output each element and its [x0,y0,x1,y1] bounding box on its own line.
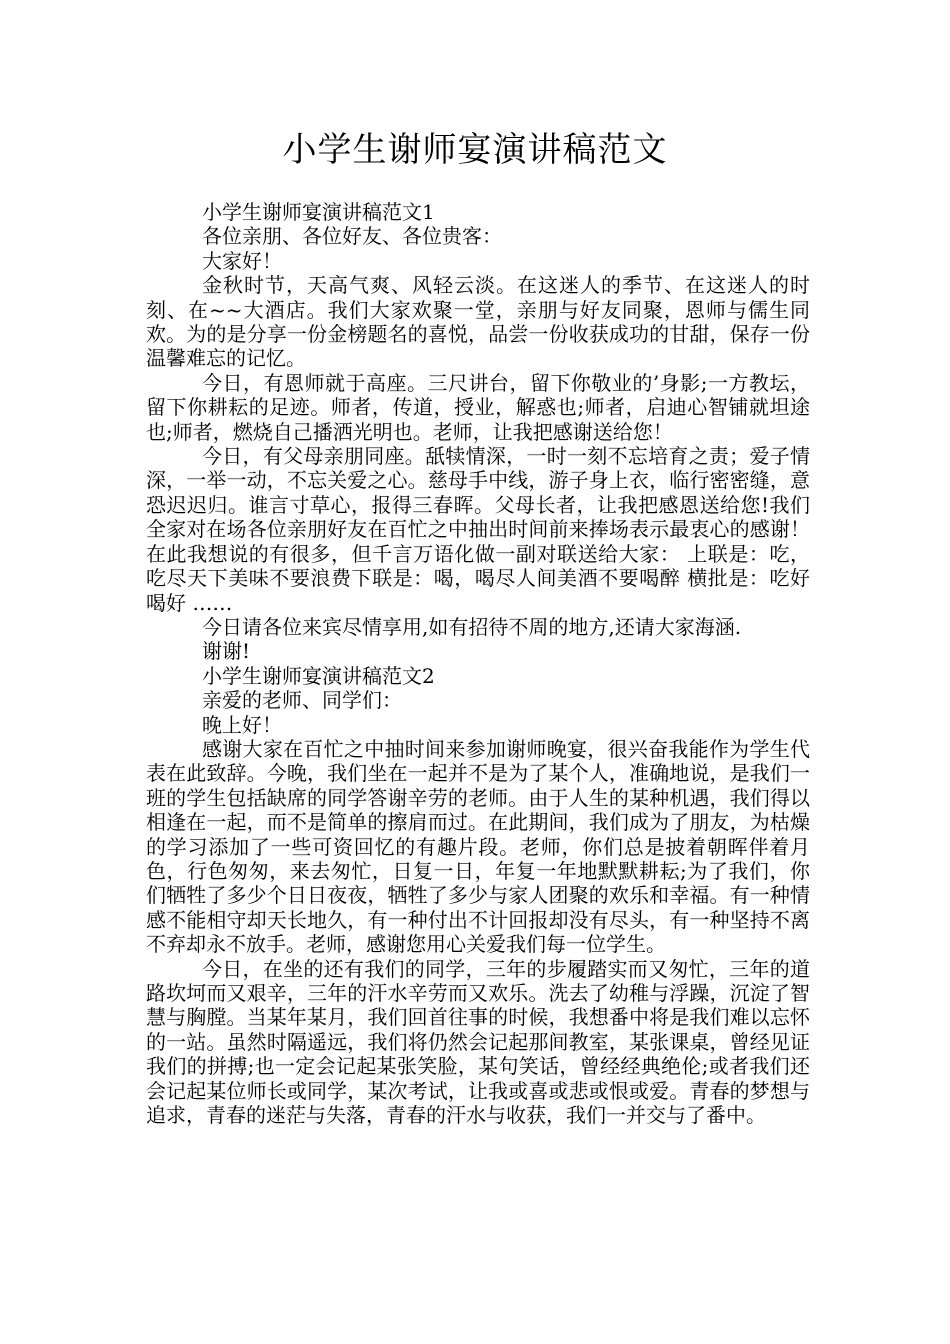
closing-thanks: 谢谢! [202,639,251,664]
salutation: 亲爱的老师、同学们： [202,688,402,713]
section-heading-1: 小学生谢师宴演讲稿范文1 [202,200,435,224]
paragraph: 今日，有恩师就于高座。三尺讲台，留下你敬业的’身影;一方教坛，留下你耕耘的足迹。师者，传道，授业，解惑也;师者，启迪心智铺就坦途也;师者，燃烧自己播洒光明也。老师，让我把感谢送给您！ [146,370,810,444]
document-body [146,200,810,1127]
paragraph: 感谢大家在百忙之中抽时间来参加谢师晚宴，很兴奋我能作为学生代表在此致辞。今晚，我们坐在一起并不是为了某个人，准确地说，是我们一班的学生包括缺席的同学答谢辛劳的老师。由于人生的某种机遇，我们得以相逢在一起，而不是简单的擦肩而过。在此期间，我们成为了朋友，为枯燥的学习添加了一些可资回忆的有趣片段。老师，你们总是披着朝晖伴着月色，行色匆匆，来去匆忙，日复一日，年复一年地默默耕耘;为了我们，你们牺牲了多少个日日夜夜，牺牲了多少与家人团聚的欢乐和幸福。有一种情感不能相守却天长地久，有一种付出不计回报却没有尽头，有一种坚持不离不弃却永不放手。老师，感谢您用心关爱我们每一位学生。 [146,736,810,957]
paragraph: 今日，有父母亲朋同座。舐犊情深，一时一刻不忘培育之责；爱子情深，一举一动，不忘关爱之心。慈母手中线，游子身上衣，临行密密缝，意恐迟迟归。谁言寸草心，报得三春晖。父母长者，让我把感恩送给您!我们全家对在场各位亲朋好友在百忙之中抽出时间前来捧场表示最衷心的感谢！在此我想说的有很多，但千言万语化做一副对联送给大家： 上联是：吃，吃尽天下美味不要浪费下联是：喝，喝尽人间美酒不要喝醉 横批是：吃好喝好 …… [146,444,810,615]
document-title: 小学生谢师宴演讲稿范文 [282,130,668,170]
paragraph: 今日请各位来宾尽情享用,如有招待不周的地方,还请大家海涵. [202,614,742,639]
paragraph: 今日，在坐的还有我们的同学，三年的步履踏实而又匆忙，三年的道路坎坷而又艰辛，三年的汗水辛劳而又欢乐。洗去了幼稚与浮躁，沉淀了智慧与胸膛。当某年某月，我们回首往事的时候，我想番中将是我们难以忘怀的一站。虽然时隔遥远，我们将仍然会记起那间教室，某张课桌，曾经见证我们的拼搏;也一定会记起某张笑脸，某句笑话，曾经经典绝伦;或者我们还会记起某位师长或同学，某次考试，让我或喜或悲或恨或爱。青春的梦想与追求，青春的迷茫与失落，青春的汗水与收获，我们一并交与了番中。 [146,956,810,1128]
greeting: 晚上好！ [202,712,282,737]
section-heading-2: 小学生谢师宴演讲稿范文2 [202,663,435,688]
paragraph: 金秋时节，天高气爽、风轻云淡。在这迷人的季节、在这迷人的时刻、在~~大酒店。我们大家欢聚一堂，亲朋与好友同聚，恩师与儒生同欢。为的是分享一份金榜题名的喜悦，品尝一份收获成功的甘甜，保存一份温馨难忘的记忆。 [146,273,810,371]
salutation: 各位亲朋、各位好友、各位贵客： [202,224,502,249]
greeting: 大家好！ [202,248,282,273]
